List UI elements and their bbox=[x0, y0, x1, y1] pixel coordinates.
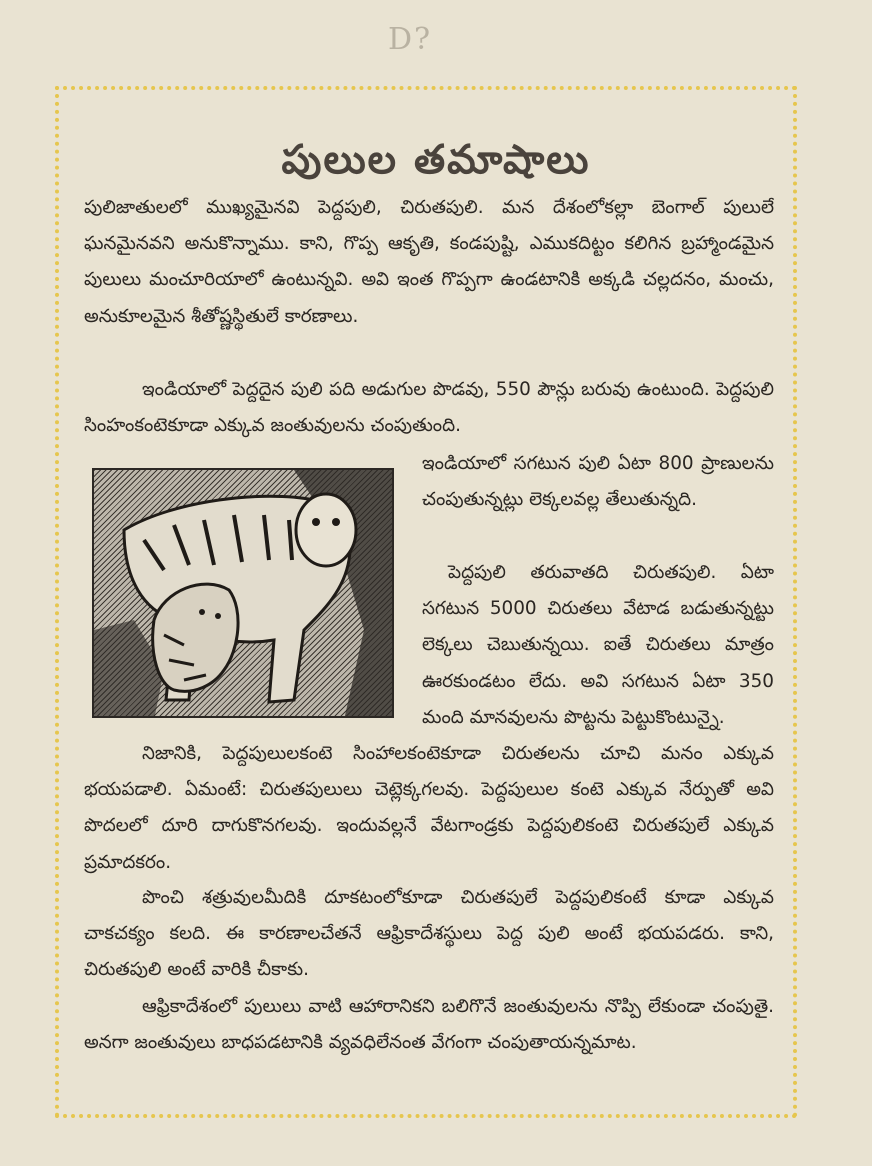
page-number-mark: D? bbox=[388, 22, 433, 57]
paragraph-5: నిజానికి, పెద్దపులులకంటె సింహాలకంటెకూడా చిరుతలను చూచి మనం ఎక్కువ భయపడాలి. ఏమంటే: చిరుతపులులు చెట్లెక్కగలవు. పెద్దపులుల కంటె ఎక్కువ నేర్పుతో అవి పొదలలో దూరి దాగుకొనగలవు. ఇందువల్లనే వేటగాండ్రకు పెద్దపులికంటె చిరుతపులే ఎక్కువ ప్రమాదకరం. bbox=[84, 743, 774, 873]
paragraph-1: పులిజాతులలో ముఖ్యమైనవి పెద్దపులి, చిరుతపులి. మన దేశంలోకల్లా బెంగాల్ పులులే ఘనమైనవని అనుకొన్నాము. కాని, గొప్ప ఆకృతి, కండపుష్టి, ఎముకదిట్టం కలిగిన బ్రహ్మాండమైన పులులు మంచూరియాలో ఉంటున్నవి. అవి ఇంత గొప్పగా ఉండటానికి అక్కడి చల్లదనం, మంచు, అనుకూలమైన శీతోష్ణస్థితులే కారణాలు. bbox=[84, 197, 774, 327]
paragraph-7: ఆఫ్రికాదేశంలో పులులు వాటి ఆహారానికని బలిగొనే జంతువులను నొప్పి లేకుండా చంపుతై. అనగా జంతువులు బాధపడటానికి వ్యవధిలేనంత వేగంగా చంపుతాయన్నమాట. bbox=[84, 996, 774, 1054]
tiger-illustration bbox=[92, 468, 394, 718]
article-title: పులుల తమాషాలు bbox=[281, 136, 591, 183]
paragraph-2: ఇండియాలో పెద్దదైన పులి పది అడుగుల పొడవు, 550 పౌన్లు బరువు ఉంటుంది. పెద్దపులి సింహంకంటెకూడా ఎక్కువ జంతువులను చంపుతుంది. bbox=[84, 379, 774, 437]
paragraph-4: పెద్దపులి తరువాతది చిరుతపులి. ఏటా సగటున 5000 చిరుతలు వేటాడ బడుతున్నట్టు లెక్కలు చెబుతున్నయి. ఐతే చిరుతలు మాత్రం ఊరకుండటం లేదు. అవి సగటున ఏటా 350 మంది మానవులను పొట్టను పెట్టుకొంటున్నై. bbox=[422, 562, 774, 728]
paragraph-3: ఇండియాలో సగటున పులి ఏటా 800 ప్రాణులను చంపుతున్నట్లు లెక్కలవల్ల తేలుతున్నది. bbox=[422, 453, 774, 511]
tiger-drawing bbox=[94, 470, 394, 718]
paragraph-6: పొంచి శత్రువులమీదికి దూకటంలోకూడా చిరుతపులే పెద్దపులికంటే కూడా ఎక్కువ చాకచక్యం కలది. ఈ కారణాలచేతనే ఆఫ్రికాదేశస్థులు పెద్ద పులి అంటే భయపడరు. కాని, చిరుతపులి అంటే వారికి చీకాకు. bbox=[84, 887, 774, 981]
